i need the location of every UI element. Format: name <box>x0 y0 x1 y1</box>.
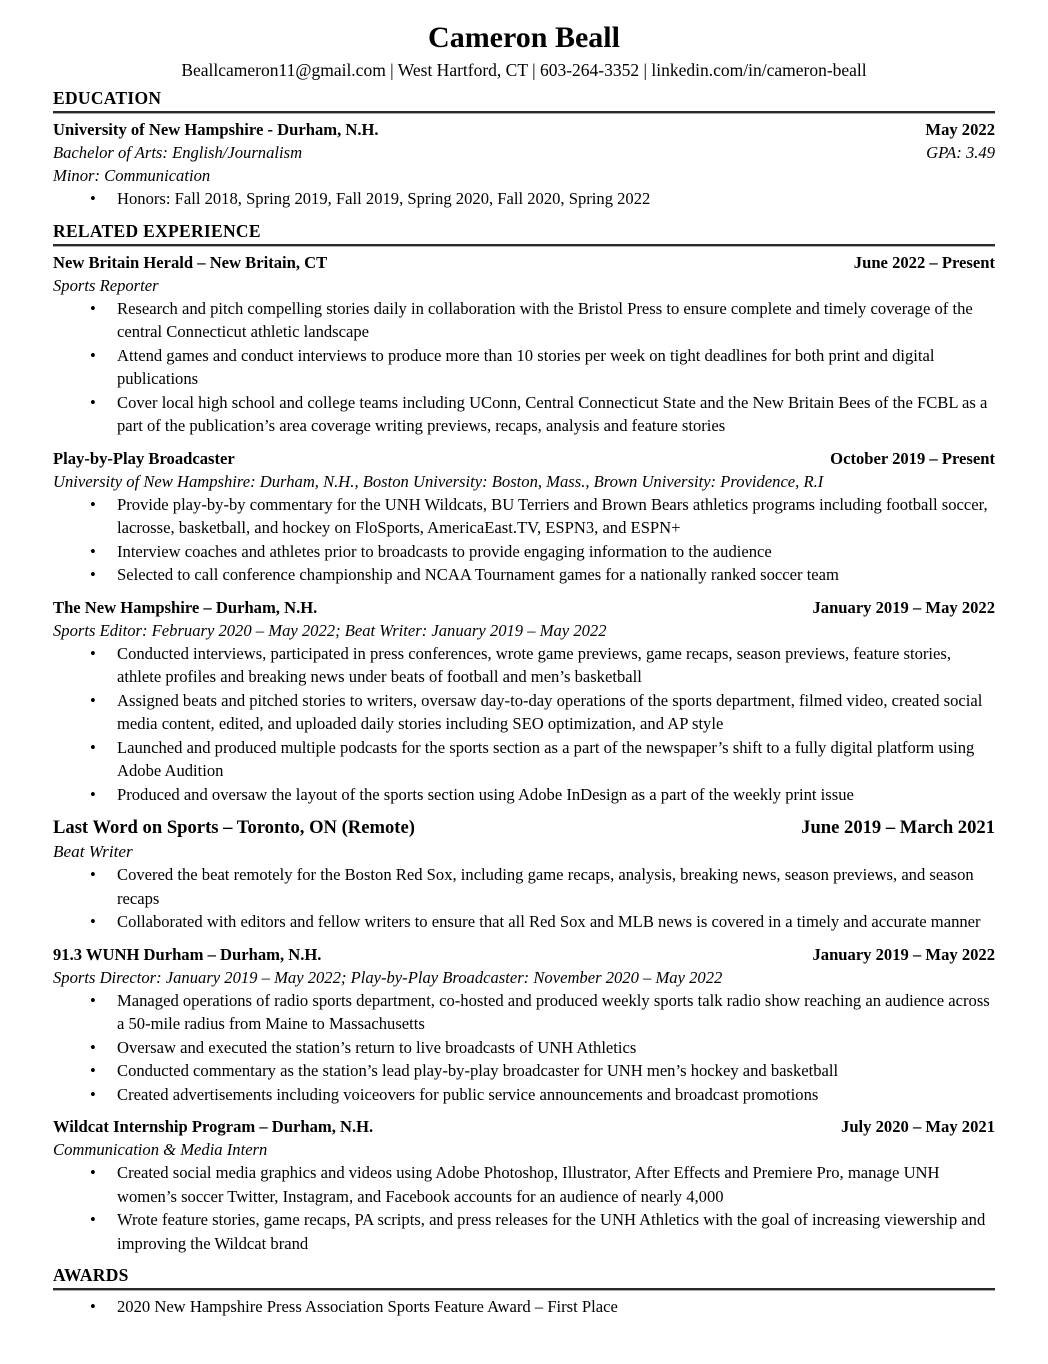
bullet-list <box>53 1295 995 1319</box>
entry-heading: Play-by-Play Broadcaster <box>53 448 235 468</box>
entry-date: May 2022 <box>925 120 995 139</box>
entry-heading-row <box>53 943 995 966</box>
entry-heading: Last Word on Sports – Toronto, ON (Remote) <box>53 817 415 838</box>
entry-heading: 91.3 WUNH Durham – Durham, N.H. <box>53 944 322 964</box>
entry-role: Sports Editor: February 2020 – May 2022; Beat Writer: January 2019 – May 2022 <box>53 620 607 640</box>
bullet-item: • Assigned beats and pitched stories to writers, oversaw day-to-day operations of the sports department, filmed video, created social media content, edited, and uploaded daily stories including SEO optimization, and AP style <box>53 689 995 736</box>
entry-date: June 2019 – March 2021 <box>801 817 995 838</box>
bullet-item: • Attend games and conduct interviews to produce more than 10 stories per week on tight deadlines for both print and digital publications <box>53 344 995 391</box>
entry <box>53 251 995 438</box>
section-rule <box>53 244 995 247</box>
entry <box>53 1115 995 1255</box>
entry <box>53 596 995 807</box>
entry <box>53 1295 995 1319</box>
bullet-item: • 2020 New Hampshire Press Association Sports Feature Award – First Place <box>53 1295 995 1319</box>
entry-role: Minor: Communication <box>53 166 211 185</box>
bullet-list <box>53 493 995 587</box>
entry-heading: New Britain Herald – New Britain, CT <box>53 252 328 272</box>
bullet-list <box>53 297 995 438</box>
section-related-experience <box>53 219 995 1256</box>
entry-date: October 2019 – Present <box>830 448 995 468</box>
entry-subline-row <box>53 619 995 642</box>
entry-role: Bachelor of Arts: English/Journalism <box>53 143 303 162</box>
bullet-item: • Research and pitch compelling stories daily in collaboration with the Bristol Press to ensure complete and timely coverage of the central Connecticut athletic landscape <box>53 297 995 344</box>
bullet-item: • Selected to call conference championship and NCAA Tournament games for a nationally ranked soccer team <box>53 563 995 587</box>
bullet-list <box>53 989 995 1107</box>
entry-date: June 2022 – Present <box>853 252 995 272</box>
entry-role: Sports Reporter <box>53 275 159 295</box>
bullet-item: • Wrote feature stories, game recaps, PA scripts, and press releases for the UNH Athletics with the goal of increasing viewership and improving the Wildcat brand <box>53 1208 995 1255</box>
entry-heading-row <box>53 1115 995 1138</box>
sections-container <box>53 86 995 1319</box>
entry-subline-row <box>53 840 995 863</box>
entry <box>53 447 995 587</box>
section-title: RELATED EXPERIENCE <box>53 220 261 241</box>
entry-subline-row <box>53 470 995 493</box>
bullet-list <box>53 187 995 211</box>
bullet-item: • Honors: Fall 2018, Spring 2019, Fall 2019, Spring 2020, Fall 2020, Spring 2022 <box>53 187 995 211</box>
entry-subline-row <box>53 164 995 187</box>
bullet-list <box>53 642 995 807</box>
entry-heading-row <box>53 118 995 141</box>
entry <box>53 815 995 934</box>
entry-heading: Wildcat Internship Program – Durham, N.H. <box>53 1117 374 1136</box>
section-awards <box>53 1263 995 1319</box>
bullet-item: • Oversaw and executed the station’s return to live broadcasts of UNH Athletics <box>53 1036 995 1060</box>
bullet-item: • Collaborated with editors and fellow writers to ensure that all Red Sox and MLB news is covered in a timely and accurate manner <box>53 910 995 934</box>
entry-role: Sports Director: January 2019 – May 2022; Play-by-Play Broadcaster: November 2020 – May 2022 <box>53 967 723 987</box>
bullet-list <box>53 863 995 934</box>
entry-role: Communication & Media Intern <box>53 1140 268 1159</box>
person-name: Cameron Beall <box>428 21 620 54</box>
entry-date: January 2019 – May 2022 <box>812 597 995 617</box>
bullet-item: • Interview coaches and athletes prior to broadcasts to provide engaging information to the audience <box>53 540 995 564</box>
section-rule <box>53 111 995 114</box>
entry-heading-row <box>53 447 995 470</box>
section-rule <box>53 1288 995 1291</box>
bullet-item: • Produced and oversaw the layout of the sports section using Adobe InDesign as a part of the weekly print issue <box>53 783 995 807</box>
entry-subline-right: GPA: 3.49 <box>926 143 995 162</box>
bullet-item: • Provide play-by-by commentary for the UNH Wildcats, BU Terriers and Brown Bears athletics programs including football soccer, lacrosse, basketball, and hockey on FloSports, AmericaEast.TV, ESPN3, and ESPN+ <box>53 493 995 540</box>
entry-role: University of New Hampshire: Durham, N.H., Boston University: Boston, Mass., Brown University: Providence, R.I <box>53 471 824 491</box>
entry <box>53 943 995 1107</box>
bullet-item: • Launched and produced multiple podcasts for the sports section as a part of the newspaper’s shift to a fully digital platform using Adobe Audition <box>53 736 995 783</box>
entry-subline-row <box>53 274 995 297</box>
entry-role: Beat Writer <box>53 842 133 861</box>
entry-date: January 2019 – May 2022 <box>812 944 995 964</box>
entry-subline-row <box>53 966 995 989</box>
bullet-item: • Managed operations of radio sports department, co-hosted and produced weekly sports talk radio show reaching an audience across a 50-mile radius from Maine to Massachusetts <box>53 989 995 1036</box>
bullet-item: • Cover local high school and college teams including UConn, Central Connecticut State and the New Britain Bees of the FCBL as a part of the publication’s area coverage writing previews, recaps, analysis and feature stories <box>53 391 995 438</box>
section-title: AWARDS <box>53 1265 129 1285</box>
bullet-item: • Created social media graphics and videos using Adobe Photoshop, Illustrator, After Effects and Premiere Pro, manage UNH women’s soccer Twitter, Instagram, and Facebook accounts for an audience of nearly 4,000 <box>53 1161 995 1208</box>
bullet-item: • Covered the beat remotely for the Boston Red Sox, including game recaps, analysis, breaking news, season previews, and season recaps <box>53 863 995 910</box>
bullet-item: • Created advertisements including voiceovers for public service announcements and broadcast promotions <box>53 1083 995 1107</box>
section-education <box>53 86 995 211</box>
bullet-item: • Conducted interviews, participated in press conferences, wrote game previews, game recaps, season previews, feature stories, athlete profiles and breaking news under beats of football and men’s basketball <box>53 642 995 689</box>
bullet-item: • Conducted commentary as the station’s lead play-by-play broadcaster for UNH men’s hockey and basketball <box>53 1059 995 1083</box>
entry-heading-row <box>53 596 995 619</box>
section-title: EDUCATION <box>53 88 162 108</box>
entry-date: July 2020 – May 2021 <box>841 1117 995 1136</box>
bullet-list <box>53 1161 995 1255</box>
contact-line: Beallcameron11@gmail.com | West Hartford, CT | 603-264-3352 | linkedin.com/in/cameron-beall <box>181 60 867 80</box>
entry <box>53 118 995 211</box>
entry-heading-row <box>53 815 995 840</box>
entry-heading: The New Hampshire – Durham, N.H. <box>53 597 318 617</box>
entry-subline-row <box>53 141 995 164</box>
entry-heading-row <box>53 251 995 274</box>
entry-heading: University of New Hampshire - Durham, N.H. <box>53 120 379 139</box>
entry-subline-row <box>53 1138 995 1161</box>
